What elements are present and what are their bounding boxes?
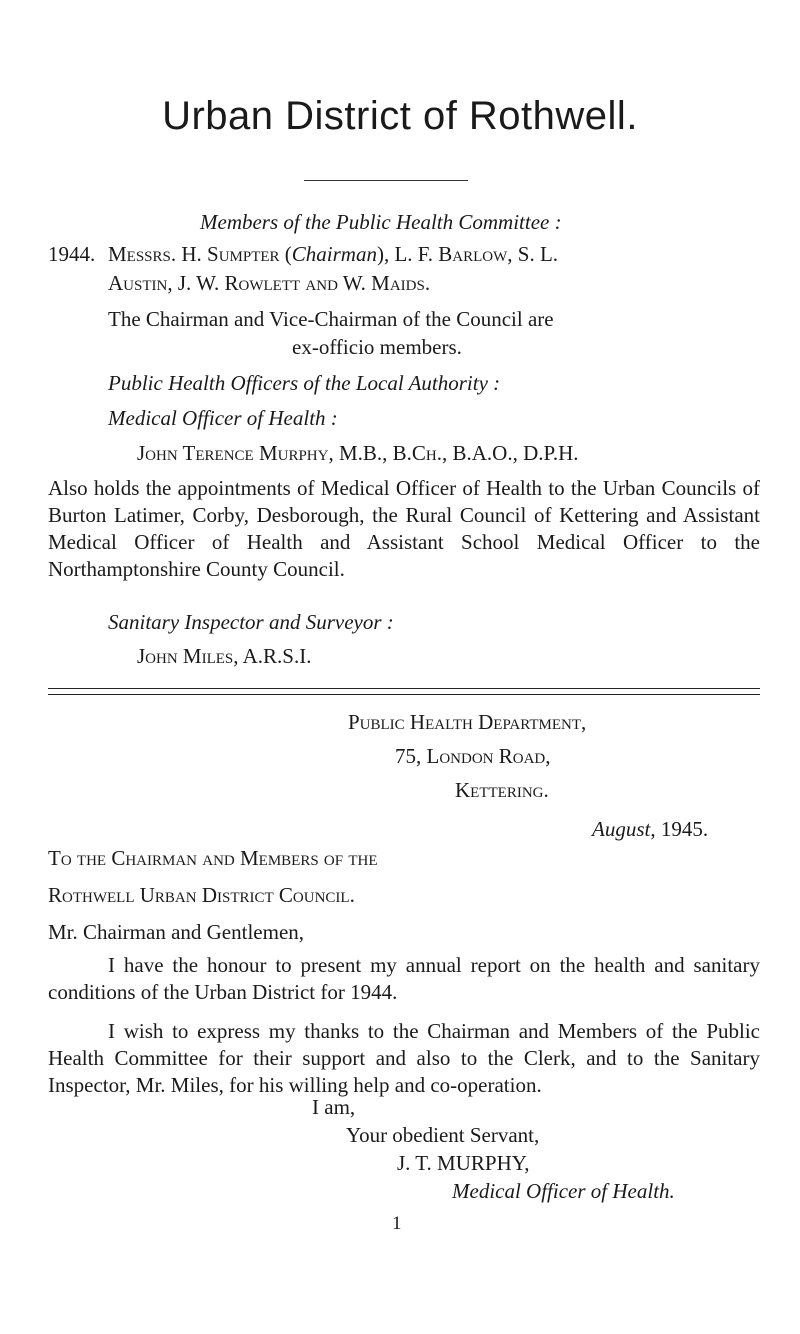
committee-heading: Members of the Public Health Committee : <box>200 210 562 234</box>
committee-members-line-1 <box>108 242 558 267</box>
moh-name: John Terence Murphy, M.B., B.Ch., B.A.O., D.P.H. <box>137 441 579 465</box>
letter-paragraph-2: I wish to express my thanks to the Chairman and Members of the Public Health Committee for their support and also to the Clerk, and to the Sanitary Inspector, Mr. Miles, for his willing help and co-operation. <box>48 1019 760 1097</box>
addressee-line-2: Rothwell Urban District Council. <box>48 883 355 907</box>
title-divider <box>304 180 468 181</box>
signature-title: Medical Officer of Health. <box>452 1179 675 1203</box>
officers-heading: Public Health Officers of the Local Authority : <box>108 371 501 395</box>
page-number: 1 <box>392 1213 402 1234</box>
letter-date <box>592 817 708 842</box>
closing-line-2: Your obedient Servant, <box>346 1123 540 1147</box>
exofficio-line-2: ex-officio members. <box>292 335 462 359</box>
committee-members-line-2: Austin, J. W. Rowlett and W. Maids. <box>108 271 431 295</box>
moh-heading: Medical Officer of Health : <box>108 406 338 430</box>
address-line-1: Public Health Department, <box>348 710 587 734</box>
inspector-heading: Sanitary Inspector and Surveyor : <box>108 610 394 634</box>
members-post: ), L. F. Barlow, S. L. <box>376 242 559 266</box>
address-line-3: Kettering. <box>455 778 549 802</box>
inspector-name: John Miles, A.R.S.I. <box>137 644 312 668</box>
address-line-2: 75, London Road, <box>395 744 551 768</box>
exofficio-line-1: The Chairman and Vice-Chairman of the Council are <box>108 307 554 331</box>
date-year: , 1945. <box>650 817 709 841</box>
page-title: Urban District of Rothwell. <box>162 94 638 138</box>
committee-year: 1944. <box>48 242 96 266</box>
closing-line-1: I am, <box>312 1095 356 1119</box>
section-divider <box>48 688 760 695</box>
addressee-line-1: To the Chairman and Members of the <box>48 846 378 870</box>
letter-paragraph-1: I have the honour to present my annual report on the health and sanitary conditions of the Urban District for 1944. <box>48 953 760 1004</box>
date-month: August <box>592 817 651 841</box>
salutation: Mr. Chairman and Gentlemen, <box>48 920 305 944</box>
signature-name: J. T. MURPHY, <box>397 1151 530 1175</box>
chairman-label: Chairman <box>291 242 377 266</box>
members-pre: Messrs. H. Sumpter ( <box>108 242 292 266</box>
appointments-paragraph: Also holds the appointments of Medical Officer of Health to the Urban Councils of Burton Latimer, Corby, Desborough, the Rural Council of Kettering and Assistant Medical Officer of Health and Assistant School Medical Officer to the Northamptonshire County Council. <box>48 476 760 581</box>
